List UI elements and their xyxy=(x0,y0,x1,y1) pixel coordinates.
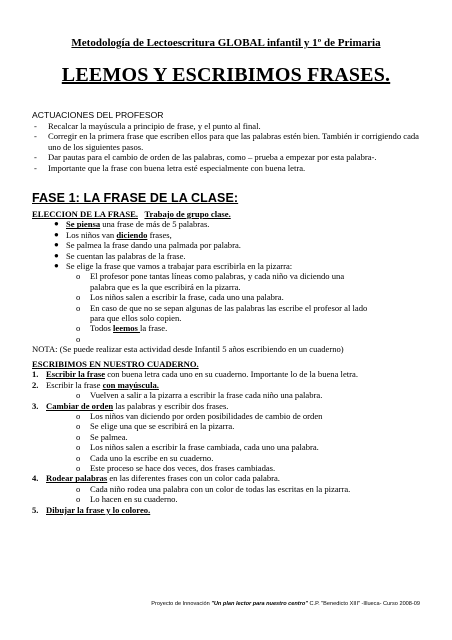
page-footer: Proyecto de Innovación "Un plan lector para nuestro centro" C.P. "Benedicto XIII" -Illueca- Curso 2008-09 xyxy=(151,601,420,607)
eleccion-heading: ELECCION DE LA FRASE. Trabajo de grupo clase. xyxy=(32,209,231,219)
list-item: o El profesor pone tantas líneas como palabras, y cada niño va diciendo una xyxy=(76,271,345,282)
list-item: ● Se palmea la frase dando una palmada por palabra. xyxy=(54,240,241,251)
list-item: - Corregir en la primera frase que escriben ellos para que las palabras estén bien. También ir corrigiendo cada uno de los siguientes pasos. xyxy=(34,131,419,152)
list-item: ● Se piensa una frase de más de 5 palabras. xyxy=(54,219,210,230)
eleccion-section xyxy=(32,209,432,355)
list-item: - Recalcar la mayúscula a principio de frase, y el punto al final. xyxy=(34,121,261,131)
list-item: - Dar pautas para el cambio de orden de las palabras, como – prueba a empezar por esta palabra-. xyxy=(34,152,377,163)
list-item: 5. Dibujar la frase y lo coloreo. xyxy=(32,504,151,515)
list-item: 1. Escribir la frase con buena letra cada uno en su cuaderno. Importante lo de la buena letra. xyxy=(32,369,358,380)
nota-text: NOTA: (Se puede realizar esta actividad desde Infantil 5 años escribiendo en un cuaderno) xyxy=(32,344,344,355)
list-item: - Importante que la frase con buena letra esté especialmente con buena letra. xyxy=(34,162,306,173)
document-header: Metodología de Lectoescritura GLOBAL infantil y 1º de Primaria xyxy=(71,37,381,49)
list-item: o Cada uno la escribe en su cuaderno. xyxy=(76,452,214,463)
list-item: ● Los niños van diciendo frases, xyxy=(54,229,172,240)
page-title: LEEMOS Y ESCRIBIMOS FRASES. xyxy=(61,64,391,86)
list-item: o Se palmea. xyxy=(76,431,128,442)
cuaderno-heading: ESCRIBIMOS EN NUESTRO CUADERNO. xyxy=(32,359,199,369)
list-item: ● Se cuentan las palabras de la frase. xyxy=(54,250,186,261)
cuaderno-section xyxy=(32,359,432,515)
list-item: o Todos leemos la frase. xyxy=(76,323,168,334)
list-item-continuation: palabra que es la que escribirá en la pizarra. xyxy=(90,281,241,292)
list-item: o Los niños van diciendo por orden posibilidades de cambio de orden xyxy=(76,411,323,422)
list-item: o Vuelven a salir a la pizarra a escribir la frase cada niño una palabra. xyxy=(76,390,323,401)
list-item: o Este proceso se hace dos veces, dos frases cambiadas. xyxy=(76,463,276,474)
list-item-empty: o xyxy=(76,333,81,344)
actuaciones-list xyxy=(32,121,422,173)
fase1-heading: FASE 1: LA FRASE DE LA CLASE: xyxy=(32,191,239,205)
list-item-continuation: para que ellos solo copien. xyxy=(90,313,182,324)
list-item: 2. Escribir la frase con mayúscula. xyxy=(32,379,159,390)
list-item: o Los niños salen a escribir la frase, cada uno una palabra. xyxy=(76,292,284,303)
list-item: 3. Cambiar de orden las palabras y escribir dos frases. xyxy=(32,400,229,411)
list-item: o Se elige una que se escribirá en la pizarra. xyxy=(76,421,235,432)
list-item: ● Se elige la frase que vamos a trabajar para escribirla en la pizarra: xyxy=(54,261,293,272)
list-item: o En caso de que no se sepan algunas de las palabras las escribe el profesor al lado xyxy=(76,302,368,313)
list-item: o Lo hacen en su cuaderno. xyxy=(76,494,178,505)
actuaciones-heading: ACTUACIONES DEL PROFESOR xyxy=(32,110,164,120)
list-item: 4. Rodear palabras en las diferentes frases con un color cada palabra. xyxy=(32,473,280,484)
list-item: o Cada niño rodea una palabra con un color de todas las escritas en la pizarra. xyxy=(76,483,351,494)
list-item: o Los niños salen a escribir la frase cambiada, cada uno una palabra. xyxy=(76,442,319,453)
